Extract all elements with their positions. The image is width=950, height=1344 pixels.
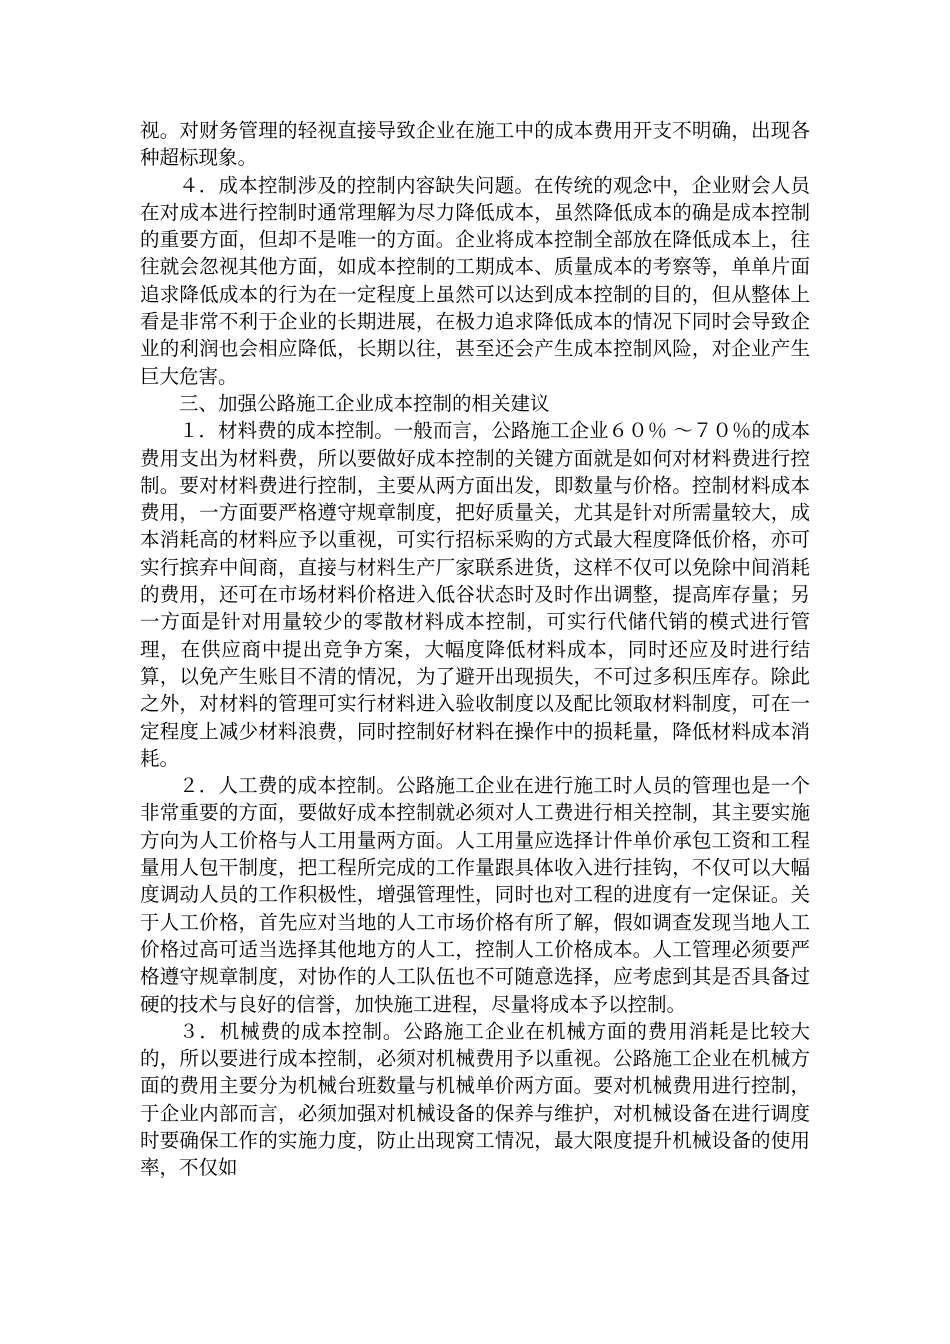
section-heading-suggestions: 三、加强公路施工企业成本控制的相关建议 [179, 391, 550, 415]
paragraph-material-cost: １．材料费的成本控制。一般而言，公路施工企业６０％ ～７０％的成本费用支出为材料费，所以要做好成本控制的关键方面就是如何对材料费进行控制。要对材料费进行控制，主要从两方面出发，即数量与价格。控制材料成本费用，一方面要严格遵守规章制度，把好质量关，尤其是针对所需量较大，成本消耗高的材料应予以重视，可实行招标采购的方式最大程度降低价格，亦可实行摈弃中间商，直接与材料生产厂家联系进货，这样不仅可以免除中间消耗的费用，还可在市场材料价格进入低谷状态时及时作出调整，提高库存量；另一方面是针对用量较少的零散材料成本控制，可实行代储代销的模式进行管理，在供应商中提出竞争方案，大幅度降低材料成本，同时还应及时进行结算，以免产生账目不清的情况，为了避开出现损失，不可过多积压库存。除此之外，对材料的管理可实行材料进入验收制度以及配比领取材料制度，可在一定程度上减少材料浪费，同时控制好材料在操作中的损耗量，降低材料成本消耗。 [140, 419, 810, 770]
document-body [140, 117, 810, 1182]
paragraph-cost-control-content: ４．成本控制涉及的控制内容缺失问题。在传统的观念中，企业财会人员在对成本进行控制时通常理解为尽力降低成本，虽然降低成本的确是成本控制的重要方面，但却不是唯一的方面。企业将成本控制全部放在降低成本上，往往就会忽视其他方面，如成本控制的工期成本、质量成本的考察等，单单片面追求降低成本的行为在一定程度上虽然可以达到成本控制的目的，但从整体上看是非常不利于企业的长期进展，在极力追求降低成本的情况下同时会导致企业的利润也会相应降低，长期以往，甚至还会产生成本控制风险，对企业产生巨大危害。 [140, 173, 810, 388]
paragraph-labor-cost: ２．人工费的成本控制。公路施工企业在进行施工时人员的管理也是一个非常重要的方面，要做好成本控制就必须对人工费进行相关控制，其主要实施方向为人工价格与人工用量两方面。人工用量应选择计件单价承包工资和工程量用人包干制度，把工程所完成的工作量跟具体收入进行挂钩，不仅可以大幅度调动人员的工作积极性，增强管理性，同时也对工程的进度有一定保证。关于人工价格，首先应对当地的人工市场价格有所了解，假如调查发现当地人工价格过高可适当选择其他地方的人工，控制人工价格成本。人工管理必须要严格遵守规章制度，对协作的人工队伍也不可随意选择，应考虑到其是否具备过硬的技术与良好的信誉，加快施工进程，尽量将成本予以控制。 [140, 774, 810, 1016]
paragraph-machinery-cost: ３．机械费的成本控制。公路施工企业在机械方面的费用消耗是比较大的，所以要进行成本控制，必须对机械费用予以重视。公路施工企业在机械方面的费用主要分为机械台班数量与机械单价两方面。要对机械费用进行控制，于企业内部而言，必须加强对机械设备的保养与维护，对机械设备在进行调度时要确保工作的实施力度，防止出现窝工情况，最大限度提升机械设备的使用率，不仅如 [140, 1019, 810, 1180]
paragraph-continuation: 视。对财务管理的轻视直接导致企业在施工中的成本费用开支不明确，出现各种超标现象。 [140, 119, 810, 170]
